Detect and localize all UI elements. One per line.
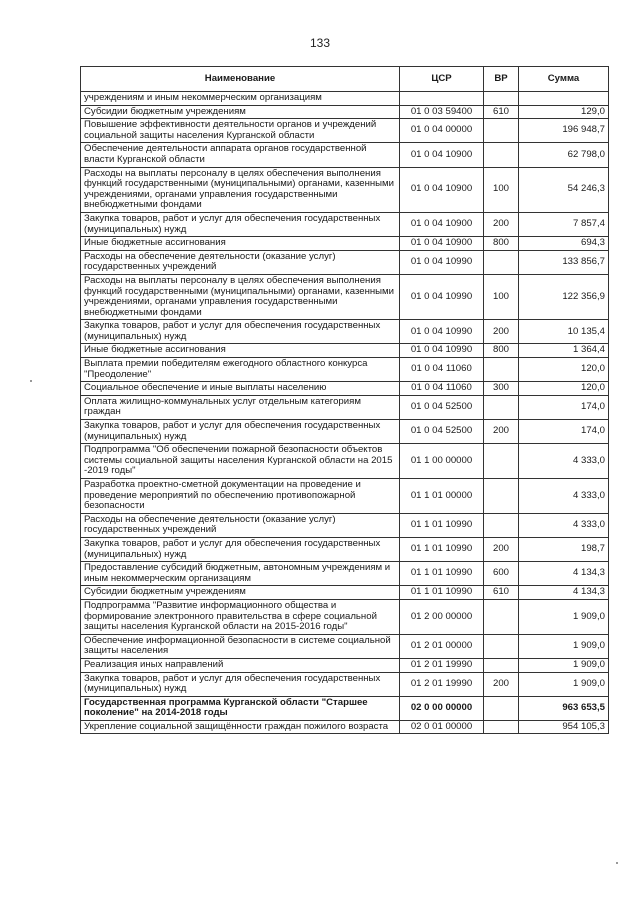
cell-csr: 02 0 00 00000 xyxy=(400,696,484,720)
cell-csr: 01 2 00 00000 xyxy=(400,599,484,634)
table-row xyxy=(81,720,609,734)
cell-sum xyxy=(519,92,609,106)
cell-sum: 1 909,0 xyxy=(519,599,609,634)
cell-csr: 01 1 01 00000 xyxy=(400,479,484,514)
table-row xyxy=(81,513,609,537)
cell-vr xyxy=(484,358,519,382)
cell-sum: 7 857,4 xyxy=(519,212,609,236)
cell-vr: 800 xyxy=(484,237,519,251)
cell-name: Закупка товаров, работ и услуг для обеспечения государственных (муниципальных) нужд xyxy=(81,420,400,444)
cell-csr: 01 0 04 52500 xyxy=(400,420,484,444)
table-row xyxy=(81,119,609,143)
cell-sum: 62 798,0 xyxy=(519,143,609,167)
table-row xyxy=(81,420,609,444)
cell-name: Закупка товаров, работ и услуг для обеспечения государственных (муниципальных) нужд xyxy=(81,212,400,236)
cell-vr xyxy=(484,634,519,658)
table-row xyxy=(81,344,609,358)
cell-name: Закупка товаров, работ и услуг для обеспечения государственных (муниципальных) нужд xyxy=(81,320,400,344)
cell-name: Предоставление субсидий бюджетным, автономным учреждениям и иным некоммерческим организациям xyxy=(81,562,400,586)
cell-vr: 300 xyxy=(484,382,519,396)
cell-vr: 200 xyxy=(484,672,519,696)
cell-vr xyxy=(484,250,519,274)
cell-vr: 600 xyxy=(484,562,519,586)
table-row xyxy=(81,212,609,236)
cell-vr xyxy=(484,143,519,167)
cell-sum: 10 135,4 xyxy=(519,320,609,344)
cell-name: Расходы на обеспечение деятельности (оказание услуг) государственных учреждений xyxy=(81,250,400,274)
cell-name: Обеспечение деятельности аппарата органов государственной власти Курганской области xyxy=(81,143,400,167)
cell-name: Разработка проектно-сметной документации на проведение и проведение мероприятий по обеспечению противопожарной безопасности xyxy=(81,479,400,514)
cell-vr xyxy=(484,599,519,634)
cell-csr: 01 0 04 10900 xyxy=(400,237,484,251)
cell-sum: 1 909,0 xyxy=(519,672,609,696)
table-row xyxy=(81,562,609,586)
cell-csr: 01 0 04 11060 xyxy=(400,382,484,396)
cell-name: Реализация иных направлений xyxy=(81,658,400,672)
cell-vr: 200 xyxy=(484,320,519,344)
table-row xyxy=(81,92,609,106)
column-header-vr: ВР xyxy=(484,67,519,92)
table-row xyxy=(81,237,609,251)
cell-vr: 200 xyxy=(484,537,519,561)
cell-name: Обеспечение информационной безопасности в системе социальной защиты населения xyxy=(81,634,400,658)
cell-sum: 4 134,3 xyxy=(519,586,609,600)
table-body xyxy=(81,92,609,734)
cell-name: Подпрограмма "Об обеспечении пожарной безопасности объектов системы социальной защиты населения Курганской области на 2015 -2019 годы" xyxy=(81,444,400,479)
cell-csr: 01 1 00 00000 xyxy=(400,444,484,479)
cell-csr: 01 1 01 10990 xyxy=(400,537,484,561)
page-number: 133 xyxy=(309,36,331,50)
cell-sum: 120,0 xyxy=(519,358,609,382)
cell-name: Укрепление социальной защищённости граждан пожилого возраста xyxy=(81,720,400,734)
cell-name: Подпрограмма "Развитие информационного общества и формирование электронного правительства в сфере социальной защиты населения Курганской области на 2015-2016 годы" xyxy=(81,599,400,634)
cell-sum: 120,0 xyxy=(519,382,609,396)
cell-csr: 01 0 04 10900 xyxy=(400,212,484,236)
cell-sum: 4 333,0 xyxy=(519,513,609,537)
cell-vr xyxy=(484,720,519,734)
cell-vr: 800 xyxy=(484,344,519,358)
table-row xyxy=(81,105,609,119)
cell-vr: 100 xyxy=(484,274,519,319)
cell-name: Иные бюджетные ассигнования xyxy=(81,344,400,358)
scan-edge-mark xyxy=(616,862,618,864)
cell-vr: 610 xyxy=(484,586,519,600)
cell-csr: 01 1 01 10990 xyxy=(400,513,484,537)
table-header-row xyxy=(81,67,609,92)
cell-name: Субсидии бюджетным учреждениям xyxy=(81,586,400,600)
cell-vr: 200 xyxy=(484,420,519,444)
cell-csr: 01 0 03 59400 xyxy=(400,105,484,119)
cell-sum: 54 246,3 xyxy=(519,167,609,212)
cell-csr: 01 2 01 19990 xyxy=(400,672,484,696)
cell-name: Расходы на выплаты персоналу в целях обеспечения выполнения функций государственными (муниципальными) органами, казенными учреждениями, органами управления государственными внебюджетными фондами xyxy=(81,167,400,212)
cell-sum: 196 948,7 xyxy=(519,119,609,143)
table-row xyxy=(81,479,609,514)
cell-name: Иные бюджетные ассигнования xyxy=(81,237,400,251)
table-row xyxy=(81,382,609,396)
cell-vr xyxy=(484,444,519,479)
table-row xyxy=(81,599,609,634)
cell-name: учреждениям и иным некоммерческим организациям xyxy=(81,92,400,106)
cell-csr: 01 0 04 10990 xyxy=(400,320,484,344)
cell-sum: 174,0 xyxy=(519,420,609,444)
cell-vr: 100 xyxy=(484,167,519,212)
cell-sum: 4 333,0 xyxy=(519,444,609,479)
cell-csr: 01 0 04 10990 xyxy=(400,344,484,358)
cell-csr xyxy=(400,92,484,106)
table-row xyxy=(81,444,609,479)
cell-sum: 4 333,0 xyxy=(519,479,609,514)
cell-name: Оплата жилищно-коммунальных услуг отдельным категориям граждан xyxy=(81,395,400,419)
cell-sum: 1 909,0 xyxy=(519,634,609,658)
cell-csr: 01 2 01 19990 xyxy=(400,658,484,672)
cell-vr xyxy=(484,658,519,672)
cell-name: Закупка товаров, работ и услуг для обеспечения государственных (муниципальных) нужд xyxy=(81,537,400,561)
table-row xyxy=(81,537,609,561)
cell-csr: 01 0 04 10990 xyxy=(400,250,484,274)
cell-vr xyxy=(484,513,519,537)
cell-name: Выплата премии победителям ежегодного областного конкурса "Преодоление" xyxy=(81,358,400,382)
cell-vr xyxy=(484,119,519,143)
table-row xyxy=(81,167,609,212)
cell-vr xyxy=(484,479,519,514)
cell-sum: 174,0 xyxy=(519,395,609,419)
cell-vr xyxy=(484,92,519,106)
table-row xyxy=(81,143,609,167)
cell-csr: 01 0 04 11060 xyxy=(400,358,484,382)
cell-name: Повышение эффективности деятельности органов и учреждений социальной защиты населения Курганской области xyxy=(81,119,400,143)
cell-vr xyxy=(484,696,519,720)
table-row xyxy=(81,586,609,600)
cell-sum: 963 653,5 xyxy=(519,696,609,720)
budget-table xyxy=(80,66,609,734)
cell-sum: 4 134,3 xyxy=(519,562,609,586)
table-row xyxy=(81,358,609,382)
cell-csr: 01 0 04 10990 xyxy=(400,274,484,319)
cell-csr: 02 0 01 00000 xyxy=(400,720,484,734)
table-row xyxy=(81,395,609,419)
cell-vr: 610 xyxy=(484,105,519,119)
cell-sum: 694,3 xyxy=(519,237,609,251)
table-row xyxy=(81,320,609,344)
cell-name: Расходы на выплаты персоналу в целях обеспечения выполнения функций государственными (муниципальными) органами, казенными учреждениями, органами управления государственными внебюджетными фондами xyxy=(81,274,400,319)
cell-csr: 01 1 01 10990 xyxy=(400,586,484,600)
cell-sum: 198,7 xyxy=(519,537,609,561)
cell-name: Расходы на обеспечение деятельности (оказание услуг) государственных учреждений xyxy=(81,513,400,537)
table-row xyxy=(81,658,609,672)
cell-csr: 01 0 04 10900 xyxy=(400,143,484,167)
cell-csr: 01 1 01 10990 xyxy=(400,562,484,586)
cell-sum: 954 105,3 xyxy=(519,720,609,734)
table-row xyxy=(81,634,609,658)
cell-csr: 01 0 04 10900 xyxy=(400,167,484,212)
cell-vr xyxy=(484,395,519,419)
table-row xyxy=(81,696,609,720)
column-header-name: Наименование xyxy=(81,67,400,92)
cell-sum: 122 356,9 xyxy=(519,274,609,319)
table-row xyxy=(81,672,609,696)
cell-sum: 129,0 xyxy=(519,105,609,119)
table-row xyxy=(81,274,609,319)
cell-sum: 1 909,0 xyxy=(519,658,609,672)
cell-csr: 01 0 04 52500 xyxy=(400,395,484,419)
cell-name: Государственная программа Курганской области "Старшее поколение" на 2014-2018 годы xyxy=(81,696,400,720)
cell-name: Субсидии бюджетным учреждениям xyxy=(81,105,400,119)
column-header-csr: ЦСР xyxy=(400,67,484,92)
cell-sum: 133 856,7 xyxy=(519,250,609,274)
cell-csr: 01 0 04 00000 xyxy=(400,119,484,143)
cell-vr: 200 xyxy=(484,212,519,236)
scan-dot-mark xyxy=(30,380,32,382)
column-header-sum: Сумма xyxy=(519,67,609,92)
cell-name: Закупка товаров, работ и услуг для обеспечения государственных (муниципальных) нужд xyxy=(81,672,400,696)
table-row xyxy=(81,250,609,274)
cell-name: Социальное обеспечение и иные выплаты населению xyxy=(81,382,400,396)
cell-sum: 1 364,4 xyxy=(519,344,609,358)
cell-csr: 01 2 01 00000 xyxy=(400,634,484,658)
